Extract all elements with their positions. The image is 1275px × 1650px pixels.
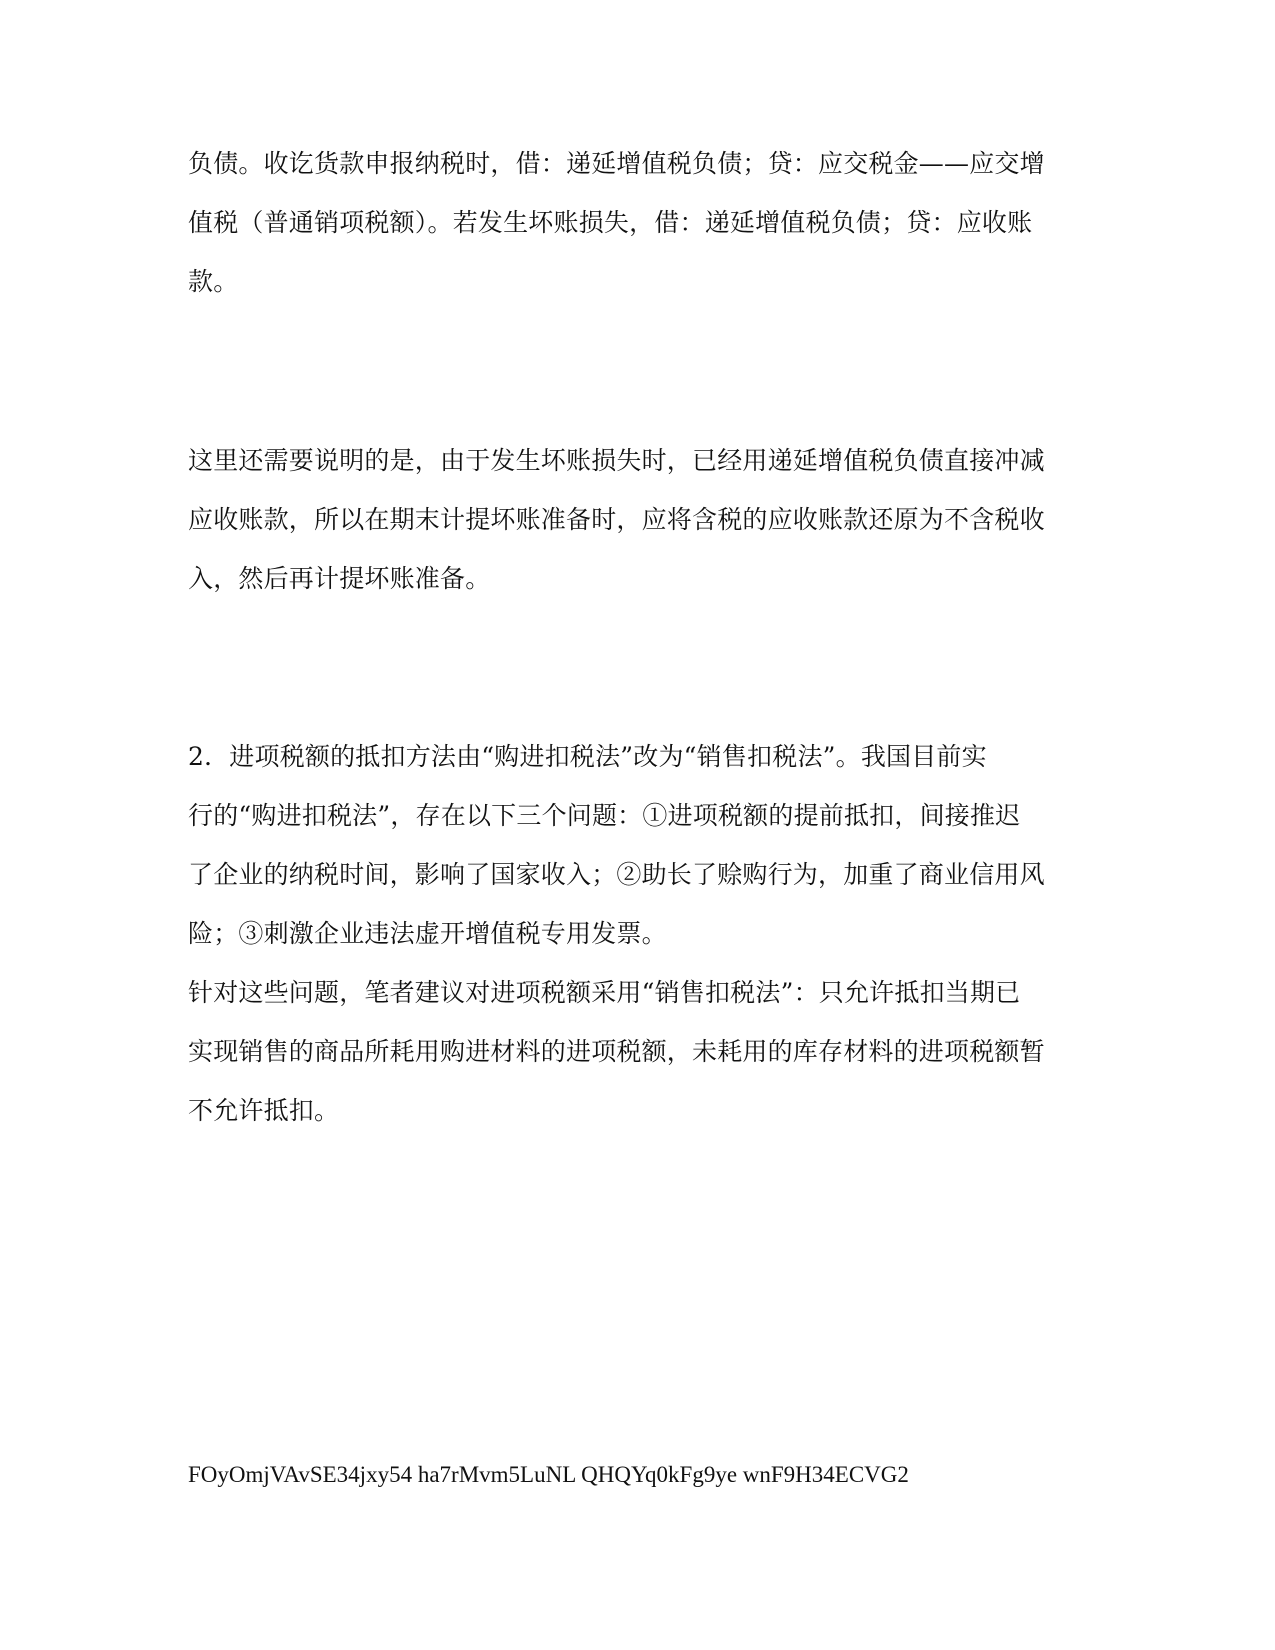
paragraph-2-line-3: 入，然后再计提坏账准备。: [188, 564, 491, 593]
footer-code: FOyOmjVAvSE34jxy54 ha7rMvm5LuNL QHQYq0kFg9ye wnF9H34ECVG2: [188, 1462, 909, 1487]
paragraph-3-line-2: 行的“购进扣税法”，存在以下三个问题：①进项税额的提前抵扣，间接推迟: [188, 801, 1021, 830]
paragraph-3-line-3: 了企业的纳税时间，影响了国家收入；②助长了赊购行为，加重了商业信用风: [188, 860, 1045, 889]
paragraph-3-line-4: 险；③刺激企业违法虚开增值税专用发票。: [188, 919, 667, 948]
paragraph-2-line-1: 这里还需要说明的是，由于发生坏账损失时，已经用递延增值税负债直接冲减: [188, 446, 1045, 475]
paragraph-1-line-1: 负债。收讫货款申报纳税时，借：递延增值税负债；贷：应交税金——应交增: [188, 149, 1045, 178]
paragraph-3-line-1: 2．进项税额的抵扣方法由“购进扣税法”改为“销售扣税法”。我国目前实: [188, 742, 987, 771]
paragraph-1-line-3: 款。: [188, 267, 239, 296]
paragraph-4-line-2: 实现销售的商品所耗用购进材料的进项税额，未耗用的库存材料的进项税额暂: [188, 1037, 1045, 1066]
paragraph-1-line-2: 值税（普通销项税额）。若发生坏账损失，借：递延增值税负债；贷：应收账: [188, 208, 1033, 237]
paragraph-2-line-2: 应收账款，所以在期末计提坏账准备时，应将含税的应收账款还原为不含税收: [188, 505, 1045, 534]
paragraph-4-line-3: 不允许抵扣。: [188, 1096, 340, 1125]
paragraph-4-line-1: 针对这些问题，笔者建议对进项税额采用“销售扣税法”：只允许抵扣当期已: [188, 978, 1021, 1007]
